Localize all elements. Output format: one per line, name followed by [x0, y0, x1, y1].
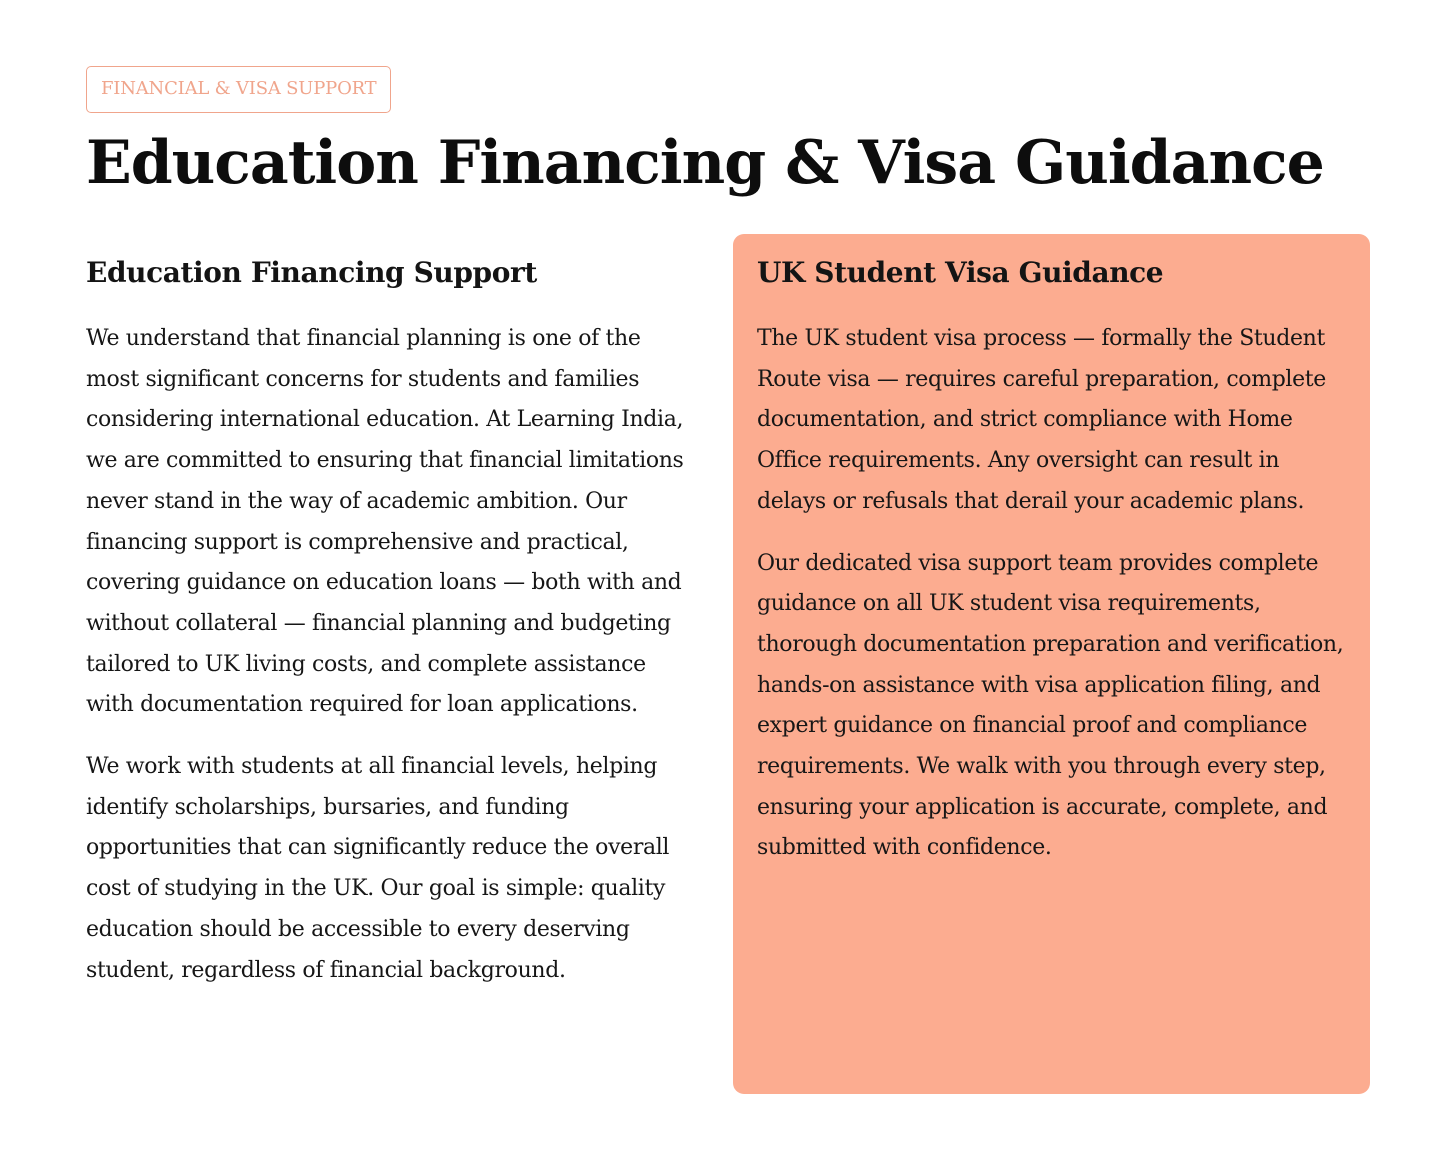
visa-paragraph: Our dedicated visa support team provides complete guidance on all UK student visa requirements, thorough documentation preparation and verification, hands-on assistance with visa application filing, and expert guidance on financial proof and compliance requirements. We walk with you through every step, ensuring your application is accurate, complete, and submitted with confidence. — [757, 550, 1344, 861]
category-tag: FINANCIAL & VISA SUPPORT — [86, 66, 391, 113]
page-title: Education Financing & Visa Guidance — [86, 128, 1324, 198]
financing-paragraph: We work with students at all financial levels, helping identify scholarships, bursaries, and funding opportunities that can significantly reduce the overall cost of studying in the UK. Our goal is simple: quality education should be accessible to every deserving student, regardless of financial background. — [86, 754, 670, 983]
visa-guidance-card — [733, 234, 1370, 1094]
financing-heading: Education Financing Support — [86, 256, 537, 289]
content-columns — [86, 234, 1370, 1094]
financing-section — [86, 234, 690, 991]
visa-heading: UK Student Visa Guidance — [757, 256, 1164, 289]
visa-paragraph: The UK student visa process — formally the Student Route visa — requires careful preparation, complete documentation, and strict compliance with Home Office requirements. Any oversight can result in delays or refusals that derail your academic plans. — [757, 326, 1326, 514]
financing-paragraph: We understand that financial planning is one of the most significant concerns for students and families considering international education. At Learning India, we are committed to ensuring that financial limitations never stand in the way of academic ambition. Our financing support is comprehensive and practical, covering guidance on education loans — both with and without collateral — financial planning and budgeting tailored to UK living costs, and complete assistance with documentation required for loan applications. — [86, 326, 684, 718]
